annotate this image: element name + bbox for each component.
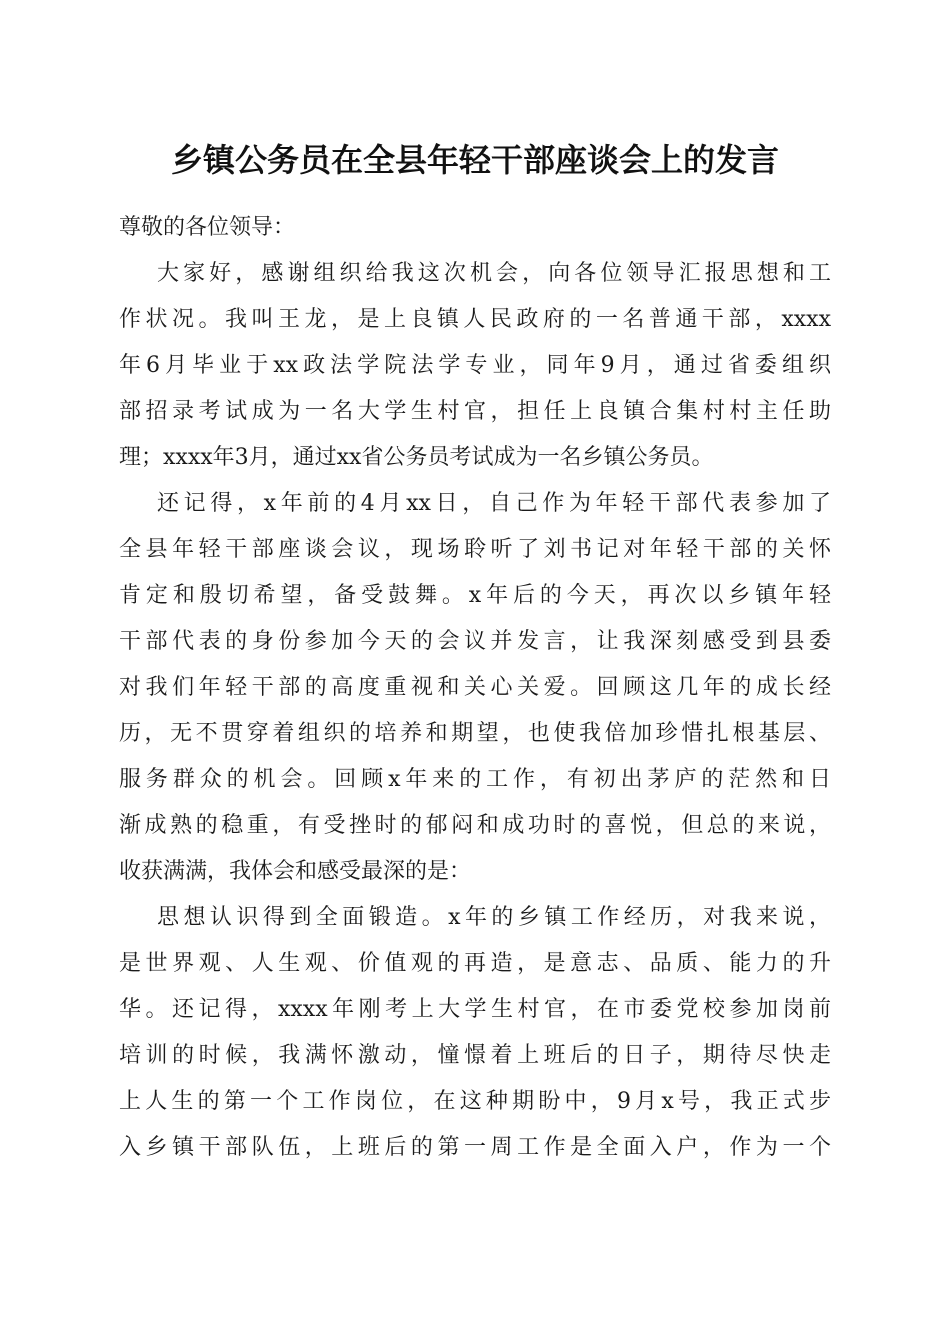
paragraph-line: 历，无不贯穿着组织的培养和期望，也使我倍加珍惜扎根基层、 [119, 721, 831, 746]
paragraph-line: 上人生的第一个工作岗位，在这种期盼中，9月x号，我正式步 [119, 1089, 831, 1114]
paragraph-line: 全县年轻干部座谈会议，现场聆听了刘书记对年轻干部的关怀 [119, 537, 831, 562]
paragraph-line: 作状况。我叫王龙，是上良镇人民政府的一名普通干部，xxxx [119, 307, 831, 332]
paragraph-line: 思想认识得到全面锻造。x年的乡镇工作经历，对我来说， [157, 905, 831, 930]
paragraph-line: 入乡镇干部队伍，上班后的第一周工作是全面入户，作为一个 [119, 1135, 831, 1160]
document-body [119, 205, 831, 1171]
paragraph-line: 还记得，x年前的4月xx日，自己作为年轻干部代表参加了 [157, 491, 831, 516]
paragraph-line: 干部代表的身份参加今天的会议并发言，让我深刻感受到县委 [119, 629, 831, 654]
document-title: 乡镇公务员在全县年轻干部座谈会上的发言 [170, 141, 779, 179]
paragraph-line: 渐成熟的稳重，有受挫时的郁闷和成功时的喜悦，但总的来说， [119, 813, 831, 838]
paragraph-line: 华。还记得，xxxx年刚考上大学生村官，在市委党校参加岗前 [119, 997, 831, 1022]
paragraph-line: 年6月毕业于xx政法学院法学专业，同年9月，通过省委组织 [119, 353, 831, 378]
paragraph-line: 培训的时候，我满怀激动，憧憬着上班后的日子，期待尽快走 [119, 1043, 831, 1068]
paragraph-line: 是世界观、人生观、价值观的再造，是意志、品质、能力的升 [119, 951, 831, 976]
salutation: 尊敬的各位领导： [119, 215, 296, 240]
paragraph-line: 理；xxxx年3月，通过xx省公务员考试成为一名乡镇公务员。 [119, 445, 714, 470]
paragraph-line: 服务群众的机会。回顾x年来的工作，有初出茅庐的茫然和日 [119, 767, 831, 792]
paragraph-line: 收获满满，我体会和感受最深的是： [119, 859, 472, 884]
paragraph-line: 大家好，感谢组织给我这次机会，向各位领导汇报思想和工 [157, 261, 831, 286]
paragraph-line: 部招录考试成为一名大学生村官，担任上良镇合集村村主任助 [119, 399, 831, 424]
paragraph-line: 肯定和殷切希望，备受鼓舞。x年后的今天，再次以乡镇年轻 [119, 583, 831, 608]
paragraph-line: 对我们年轻干部的高度重视和关心关爱。回顾这几年的成长经 [119, 675, 831, 700]
